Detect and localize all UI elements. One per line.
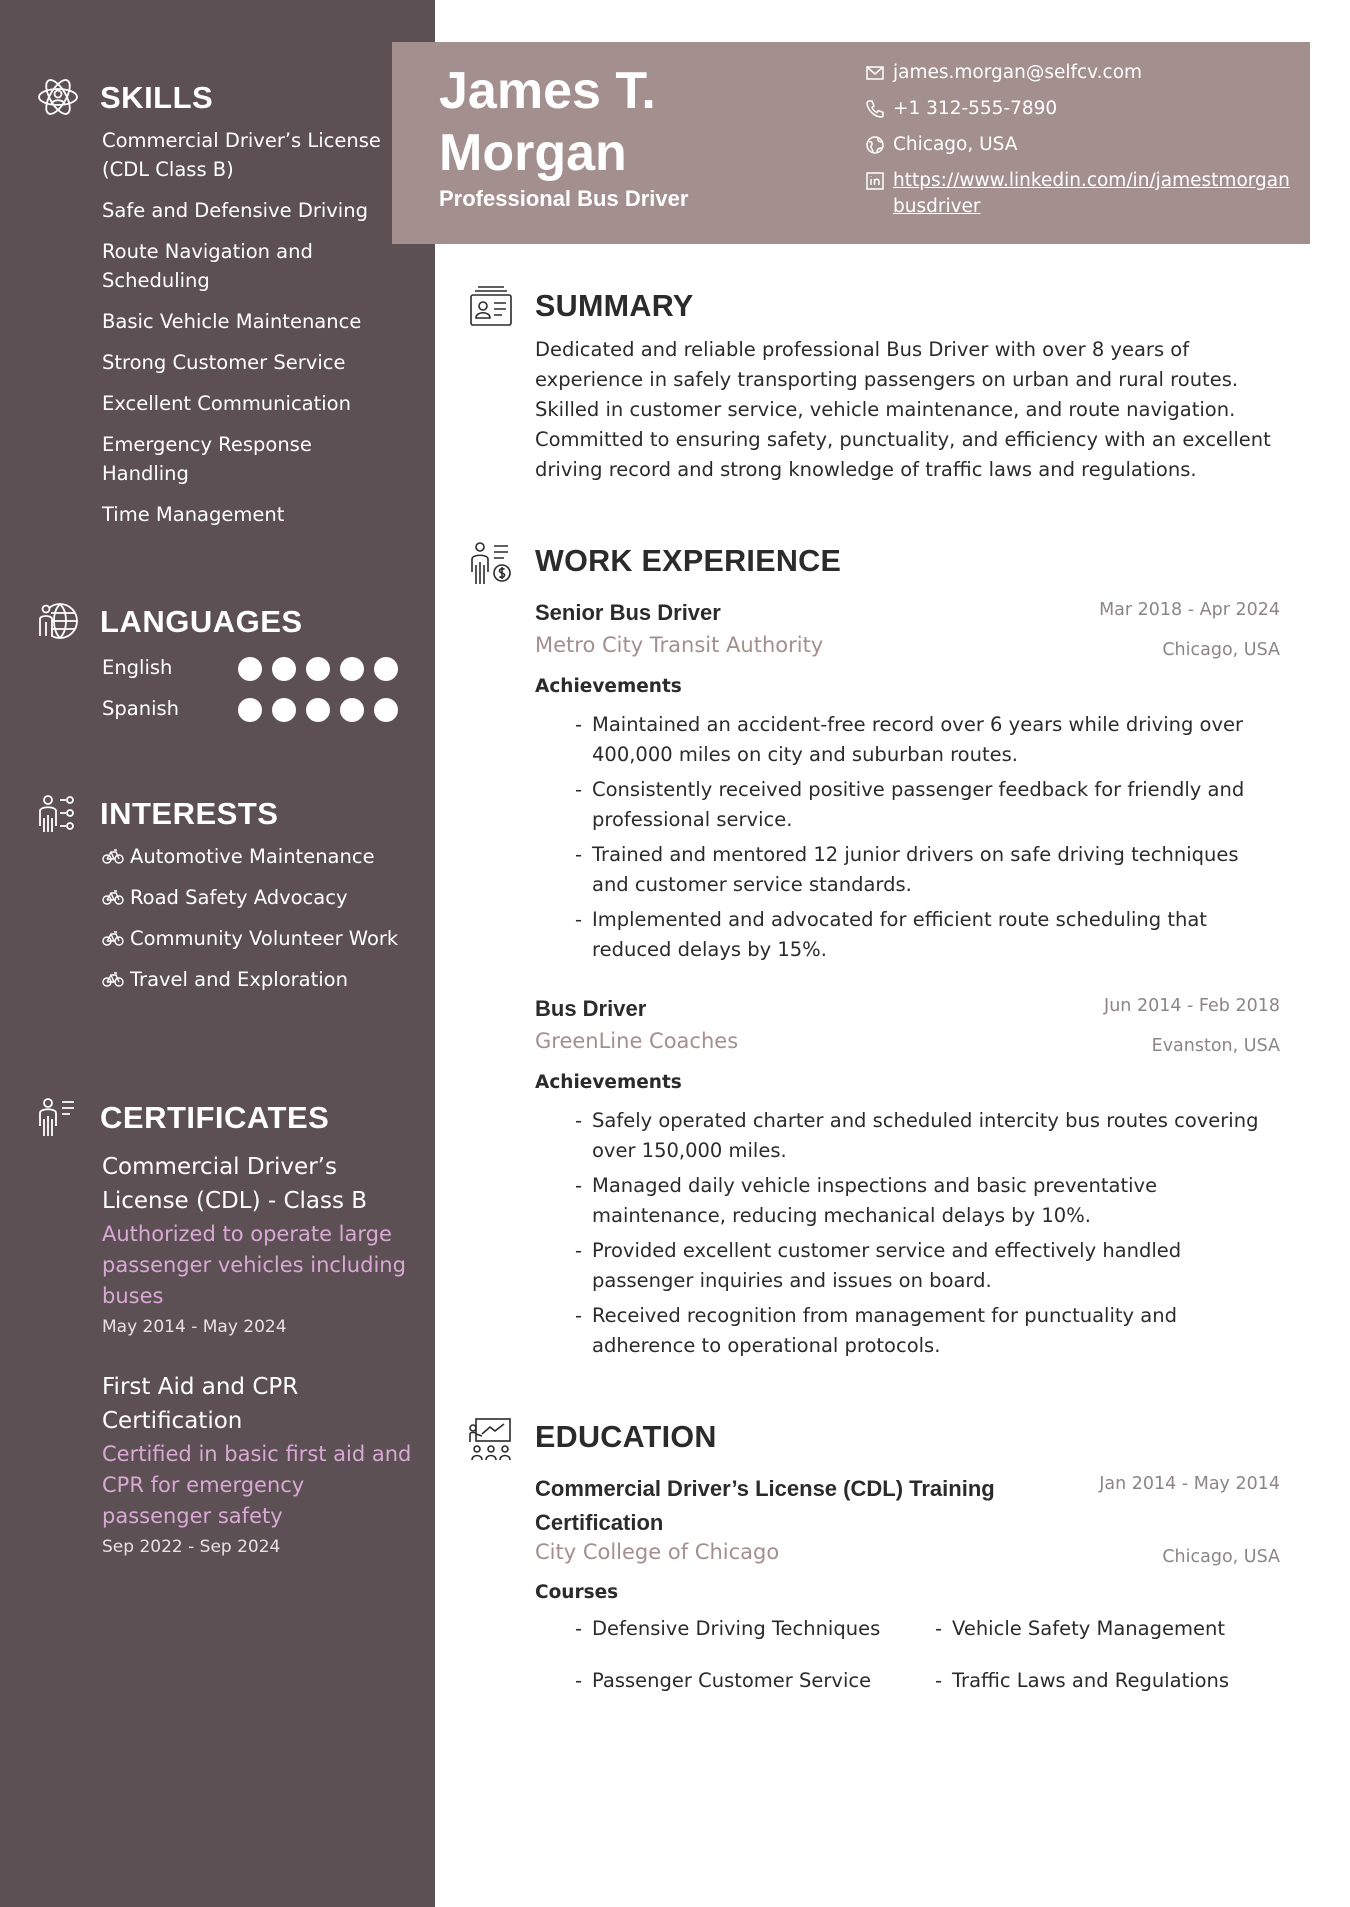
interests-header [0, 790, 435, 834]
language-level-dots [238, 698, 398, 722]
employee-salary-icon [468, 540, 514, 586]
contact-linkedin [865, 168, 1295, 220]
course-item: - Traffic Laws and Regulations [935, 1666, 1229, 1696]
certificate-description: Certified in basic first aid and CPR for emergency passenger safety [102, 1442, 412, 1528]
envelope-icon [865, 63, 885, 83]
bicycle-icon [102, 848, 124, 864]
job-role: Bus Driver [535, 996, 647, 1021]
course-item: - Passenger Customer Service [575, 1666, 871, 1696]
language-row-spanish [102, 695, 402, 725]
certificates-person-list-icon [36, 1096, 80, 1138]
interests-list [102, 842, 402, 1006]
interest-item [102, 842, 402, 871]
contact-phone [865, 96, 1295, 122]
summary-title: SUMMARY [535, 289, 694, 323]
interests-title: INTERESTS [100, 796, 279, 831]
certificates-header [0, 1094, 435, 1138]
language-level-dot [272, 698, 296, 722]
resume-header [392, 42, 1310, 244]
job-dates: Mar 2018 - Apr 2024 [1099, 600, 1280, 620]
achievements-label: Achievements [535, 1072, 682, 1093]
interest-label: Community Volunteer Work [130, 927, 399, 950]
language-level-dot [238, 698, 262, 722]
bicycle-icon [102, 889, 124, 905]
job-location: Chicago, USA [1162, 640, 1280, 660]
achievements-list [575, 1106, 1275, 1366]
achievement-item: - Safely operated charter and scheduled intercity bus routes covering over 150,000 miles. [575, 1106, 1275, 1166]
language-level-dot [238, 657, 262, 681]
achievement-item: - Received recognition from management for punctuality and adherence to operational protocols. [575, 1301, 1275, 1361]
language-level-dot [374, 657, 398, 681]
job-company: Metro City Transit Authority [535, 633, 824, 657]
skills-list [102, 126, 402, 541]
language-level-dots [238, 657, 398, 681]
language-row-english [102, 654, 402, 684]
skill-item: Route Navigation and Scheduling [102, 240, 313, 292]
skill-item: Safe and Defensive Driving [102, 199, 368, 222]
classroom-presentation-icon [468, 1416, 514, 1462]
skill-item: Emergency Response Handling [102, 433, 312, 485]
certificate-item [102, 1370, 412, 1560]
location-text: Chicago, USA [893, 134, 1018, 155]
job-location: Evanston, USA [1151, 1036, 1280, 1056]
education-degree: Commercial Driver’s License (CDL) Training Certification [535, 1476, 995, 1535]
interest-label: Road Safety Advocacy [130, 886, 348, 909]
achievement-item: - Trained and mentored 12 junior drivers on safe driving techniques and customer service standards. [575, 840, 1275, 900]
certificate-item [102, 1150, 412, 1340]
interest-label: Travel and Exploration [130, 968, 348, 991]
skill-item: Basic Vehicle Maintenance [102, 310, 362, 333]
language-level-dot [272, 657, 296, 681]
languages-globe-person-icon [36, 600, 80, 642]
candidate-title: Professional Bus Driver [439, 186, 689, 211]
certificate-dates: Sep 2022 - Sep 2024 [102, 1537, 281, 1557]
interests-person-icon [36, 792, 80, 834]
skills-atom-icon [36, 76, 80, 118]
education-location: Chicago, USA [1162, 1547, 1280, 1567]
certificate-name: Commercial Driver’s License (CDL) - Class B [102, 1154, 368, 1214]
achievement-item: - Managed daily vehicle inspections and basic preventative maintenance, reducing mechanical delays by 10%. [575, 1171, 1275, 1231]
phone-icon [865, 99, 885, 119]
bicycle-icon [102, 930, 124, 946]
course-item: - Defensive Driving Techniques [575, 1614, 880, 1644]
globe-location-icon [865, 135, 885, 155]
languages-header [0, 598, 435, 642]
languages-title: LANGUAGES [100, 604, 303, 639]
course-item: - Vehicle Safety Management [935, 1614, 1225, 1644]
certificate-description: Authorized to operate large passenger vehicles including buses [102, 1222, 406, 1308]
job-company: GreenLine Coaches [535, 1029, 739, 1053]
work-experience-title: WORK EXPERIENCE [535, 544, 842, 578]
skill-item: Commercial Driver’s License (CDL Class B) [102, 129, 381, 181]
email-text[interactable]: james.morgan@selfcv.com [893, 62, 1143, 83]
language-level-dot [306, 698, 330, 722]
education-dates: Jan 2014 - May 2014 [1099, 1474, 1280, 1494]
achievement-item: - Provided excellent customer service and effectively handled passenger inquiries and issues on board. [575, 1236, 1275, 1296]
language-level-dot [306, 657, 330, 681]
job-dates: Jun 2014 - Feb 2018 [1104, 996, 1280, 1016]
language-name: Spanish [102, 697, 180, 720]
skill-item: Strong Customer Service [102, 351, 346, 374]
skill-item: Time Management [102, 503, 285, 526]
language-level-dot [374, 698, 398, 722]
achievement-item: - Consistently received positive passenger feedback for friendly and professional service. [575, 775, 1275, 835]
language-name: English [102, 656, 173, 679]
skills-title: SKILLS [100, 80, 214, 115]
language-level-dot [340, 657, 364, 681]
candidate-name-line2: Morgan [439, 124, 627, 182]
skills-header [0, 74, 435, 118]
certificate-dates: May 2014 - May 2024 [102, 1317, 287, 1337]
language-level-dot [340, 698, 364, 722]
phone-text[interactable]: +1 312-555-7890 [893, 98, 1058, 119]
interest-label: Automotive Maintenance [130, 845, 375, 868]
contact-location [865, 132, 1295, 158]
achievements-label: Achievements [535, 676, 682, 697]
candidate-name [439, 60, 656, 184]
certificates-title: CERTIFICATES [100, 1100, 330, 1135]
education-title: EDUCATION [535, 1420, 717, 1454]
sidebar [0, 0, 435, 1907]
linkedin-icon [865, 171, 885, 191]
interest-item [102, 965, 402, 994]
linkedin-link[interactable]: https://www.linkedin.com/in/jamestmorganbusdriver [893, 170, 1290, 217]
id-card-icon [468, 285, 514, 331]
bicycle-icon [102, 971, 124, 987]
contact-email [865, 60, 1295, 86]
achievement-item: - Implemented and advocated for efficient route scheduling that reduced delays by 15%. [575, 905, 1275, 965]
job-role: Senior Bus Driver [535, 600, 721, 625]
certificate-name: First Aid and CPR Certification [102, 1374, 299, 1434]
summary-text: Dedicated and reliable professional Bus Driver with over 8 years of experience in safely transporting passengers on urban and rural routes. Skilled in customer service, vehicle maintenance, and route navigation. Committed to ensuring safety, punctuality, and efficiency with an excellent driving record and strong knowledge of traffic laws and regulations. [535, 338, 1271, 481]
skill-item: Excellent Communication [102, 392, 351, 415]
candidate-name-line1: James T. [439, 62, 656, 120]
achievements-list [575, 710, 1275, 970]
contact-list [865, 60, 1295, 230]
interest-item [102, 924, 402, 953]
interest-item [102, 883, 402, 912]
achievement-item: - Maintained an accident-free record over 6 years while driving over 400,000 miles on city and suburban routes. [575, 710, 1275, 770]
education-school: City College of Chicago [535, 1540, 780, 1564]
courses-label: Courses [535, 1582, 619, 1603]
